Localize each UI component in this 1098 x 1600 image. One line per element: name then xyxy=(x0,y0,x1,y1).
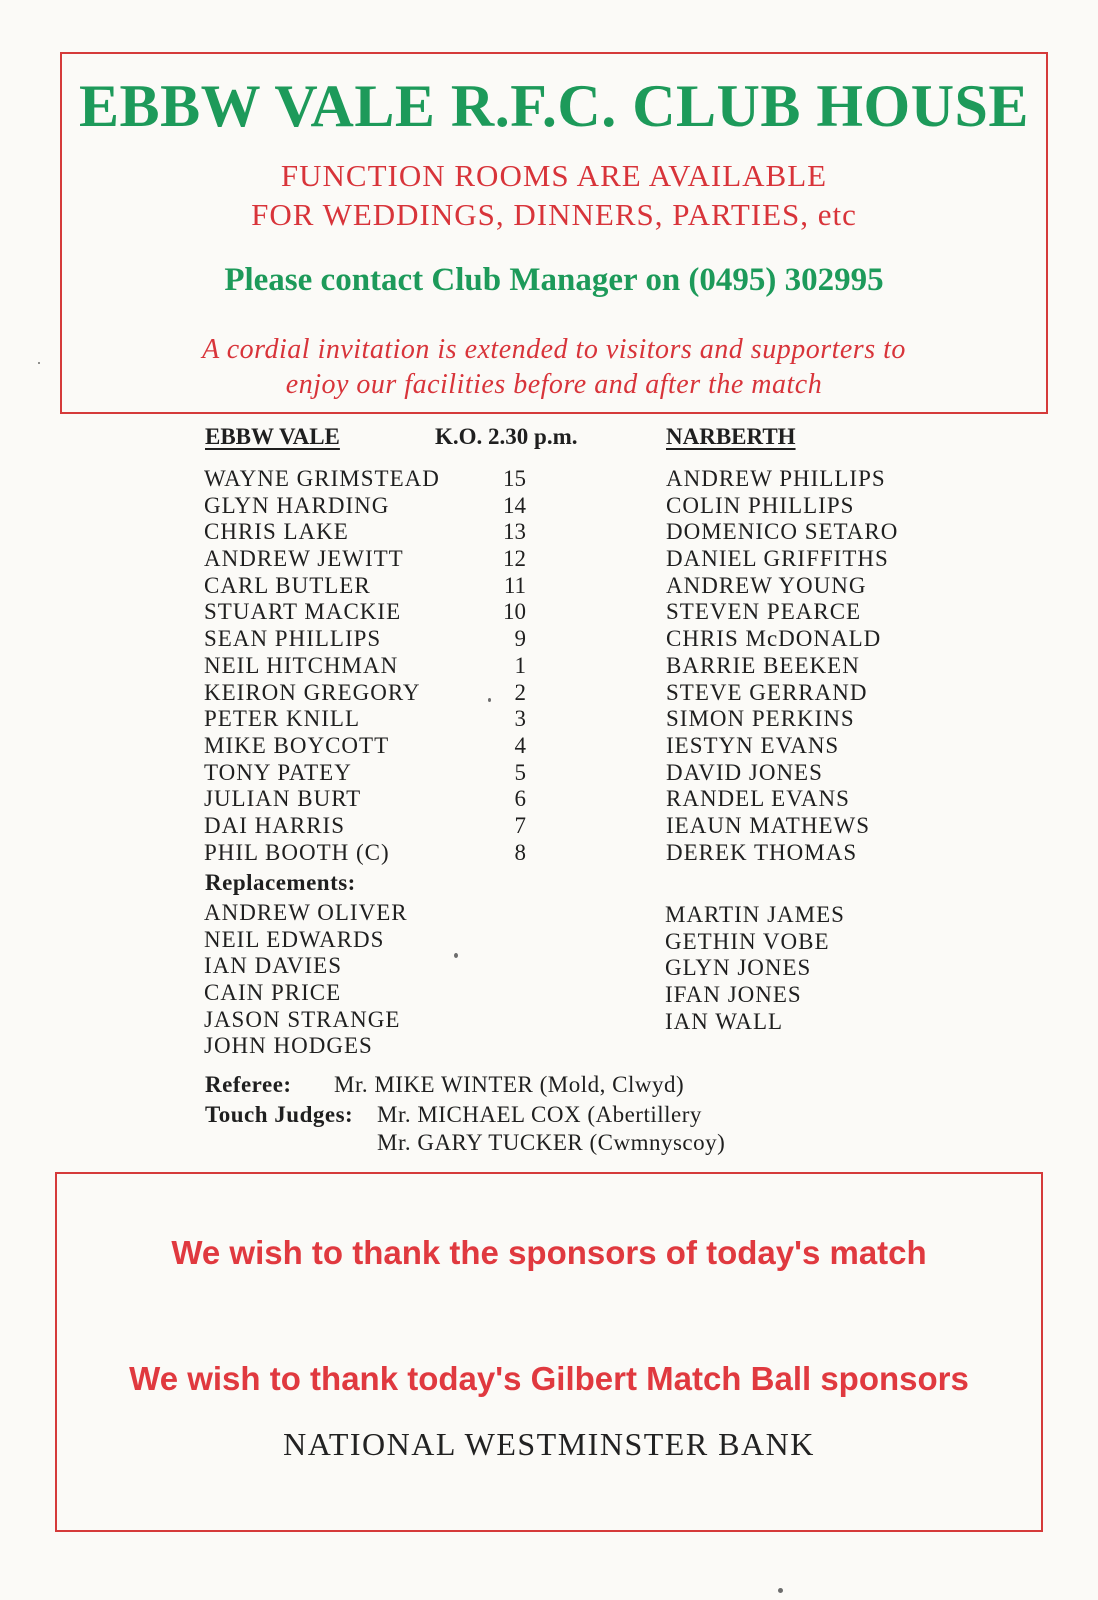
home-player: WAYNE GRIMSTEAD xyxy=(204,466,440,491)
home-replacement: JASON STRANGE xyxy=(204,1006,401,1032)
paper-speck xyxy=(778,1588,783,1593)
home-player: KEIRON GREGORY xyxy=(204,679,421,705)
position-number: 11 xyxy=(503,572,526,598)
position-number: 1 xyxy=(514,652,526,678)
away-replacement: GETHIN VOBE xyxy=(665,928,830,954)
home-player: CHRIS LAKE xyxy=(204,519,349,545)
home-player: PETER KNILL xyxy=(204,706,361,732)
position-number: 4 xyxy=(514,732,526,758)
touch-judges-label: Touch Judges: xyxy=(205,1102,354,1127)
position-number: 7 xyxy=(514,812,526,838)
function-rooms-line2: FOR WEDDINGS, DINNERS, PARTIES, etc xyxy=(251,197,857,232)
position-number: 9 xyxy=(514,626,526,652)
away-player: DAVID JONES xyxy=(666,759,823,785)
away-player: DEREK THOMAS xyxy=(666,839,858,865)
sponsors-box xyxy=(55,1172,1043,1532)
home-replacement: CAIN PRICE xyxy=(204,980,342,1006)
away-replacement: GLYN JONES xyxy=(665,955,812,981)
away-player: IESTYN EVANS xyxy=(666,732,840,758)
away-player: DOMENICO SETARO xyxy=(666,519,899,545)
club-house-title: EBBW VALE R.F.C. CLUB HOUSE xyxy=(79,73,1029,139)
away-player: SIMON PERKINS xyxy=(666,706,855,732)
away-player: BARRIE BEEKEN xyxy=(666,652,860,678)
home-player: STUART MACKIE xyxy=(204,599,402,625)
away-player: STEVE GERRAND xyxy=(666,679,868,705)
away-replacements xyxy=(665,902,845,1035)
home-player: PHIL BOOTH (C) xyxy=(204,839,390,865)
match-ball-sponsor-name: NATIONAL WESTMINSTER BANK xyxy=(283,1426,815,1462)
invitation-line2: enjoy our facilities before and after the match xyxy=(285,369,823,400)
touch-judge-2: Mr. GARY TUCKER (Cwmnyscoy) xyxy=(377,1130,726,1155)
home-player: MIKE BOYCOTT xyxy=(204,732,390,758)
away-player: STEVEN PEARCE xyxy=(666,599,862,625)
replacements-label: Replacements: xyxy=(205,870,356,895)
position-number: 3 xyxy=(514,706,526,732)
paper-speck xyxy=(488,698,491,702)
contact-line: Please contact Club Manager on (0495) 302995 xyxy=(224,262,884,298)
function-rooms-line1: FUNCTION ROOMS ARE AVAILABLE xyxy=(280,158,828,193)
away-player: ANDREW PHILLIPS xyxy=(666,466,886,491)
home-replacement: JOHN HODGES xyxy=(204,1033,373,1059)
touch-judge-1: Mr. MICHAEL COX (Abertillery xyxy=(377,1102,702,1127)
home-player: GLYN HARDING xyxy=(204,492,390,518)
position-number: 5 xyxy=(514,759,526,785)
away-player: CHRIS McDONALD xyxy=(666,626,882,652)
home-replacement: NEIL EDWARDS xyxy=(204,926,385,952)
home-player: TONY PATEY xyxy=(204,759,352,785)
position-number: 14 xyxy=(503,492,526,518)
away-replacement: MARTIN JAMES xyxy=(665,902,845,927)
home-replacement: IAN DAVIES xyxy=(204,953,342,979)
home-player: CARL BUTLER xyxy=(204,572,371,598)
position-number: 8 xyxy=(514,839,526,865)
position-numbers xyxy=(490,466,526,866)
referee-label: Referee: xyxy=(205,1072,292,1097)
kickoff-time: K.O. 2.30 p.m. xyxy=(435,424,578,449)
home-player: NEIL HITCHMAN xyxy=(204,652,399,678)
home-team-heading: EBBW VALE xyxy=(205,424,340,449)
position-number: 12 xyxy=(503,546,526,572)
club-house-advert xyxy=(60,52,1048,414)
position-number: 15 xyxy=(503,466,526,491)
away-player: DANIEL GRIFFITHS xyxy=(666,546,889,572)
home-player: DAI HARRIS xyxy=(204,812,345,838)
referee-name: Mr. MIKE WINTER (Mold, Clwyd) xyxy=(334,1072,685,1097)
match-ball-sponsors-line: We wish to thank today's Gilbert Match Ball sponsors xyxy=(129,1360,969,1397)
home-player: ANDREW JEWITT xyxy=(204,546,404,572)
home-player: JULIAN BURT xyxy=(204,786,362,812)
away-lineup xyxy=(666,466,898,866)
away-player: ANDREW YOUNG xyxy=(666,572,867,598)
position-number: 2 xyxy=(514,679,526,705)
invitation-line1: A cordial invitation is extended to visitors and supporters to xyxy=(202,334,906,365)
home-replacement: ANDREW OLIVER xyxy=(204,900,408,925)
position-number: 10 xyxy=(503,599,526,625)
away-player: COLIN PHILLIPS xyxy=(666,492,855,518)
away-replacement: IFAN JONES xyxy=(665,982,802,1008)
paper-speck xyxy=(454,953,458,958)
home-player: SEAN PHILLIPS xyxy=(204,626,382,652)
position-number: 13 xyxy=(503,519,526,545)
away-player: RANDEL EVANS xyxy=(666,786,850,812)
away-replacement: IAN WALL xyxy=(665,1008,784,1034)
home-replacements xyxy=(204,900,408,1060)
position-number: 6 xyxy=(514,786,526,812)
match-sponsors-line: We wish to thank the sponsors of today's match xyxy=(171,1234,927,1271)
home-lineup xyxy=(204,466,440,866)
paper-speck xyxy=(38,362,40,364)
away-player: IEAUN MATHEWS xyxy=(666,812,871,838)
away-team-heading: NARBERTH xyxy=(666,424,796,449)
